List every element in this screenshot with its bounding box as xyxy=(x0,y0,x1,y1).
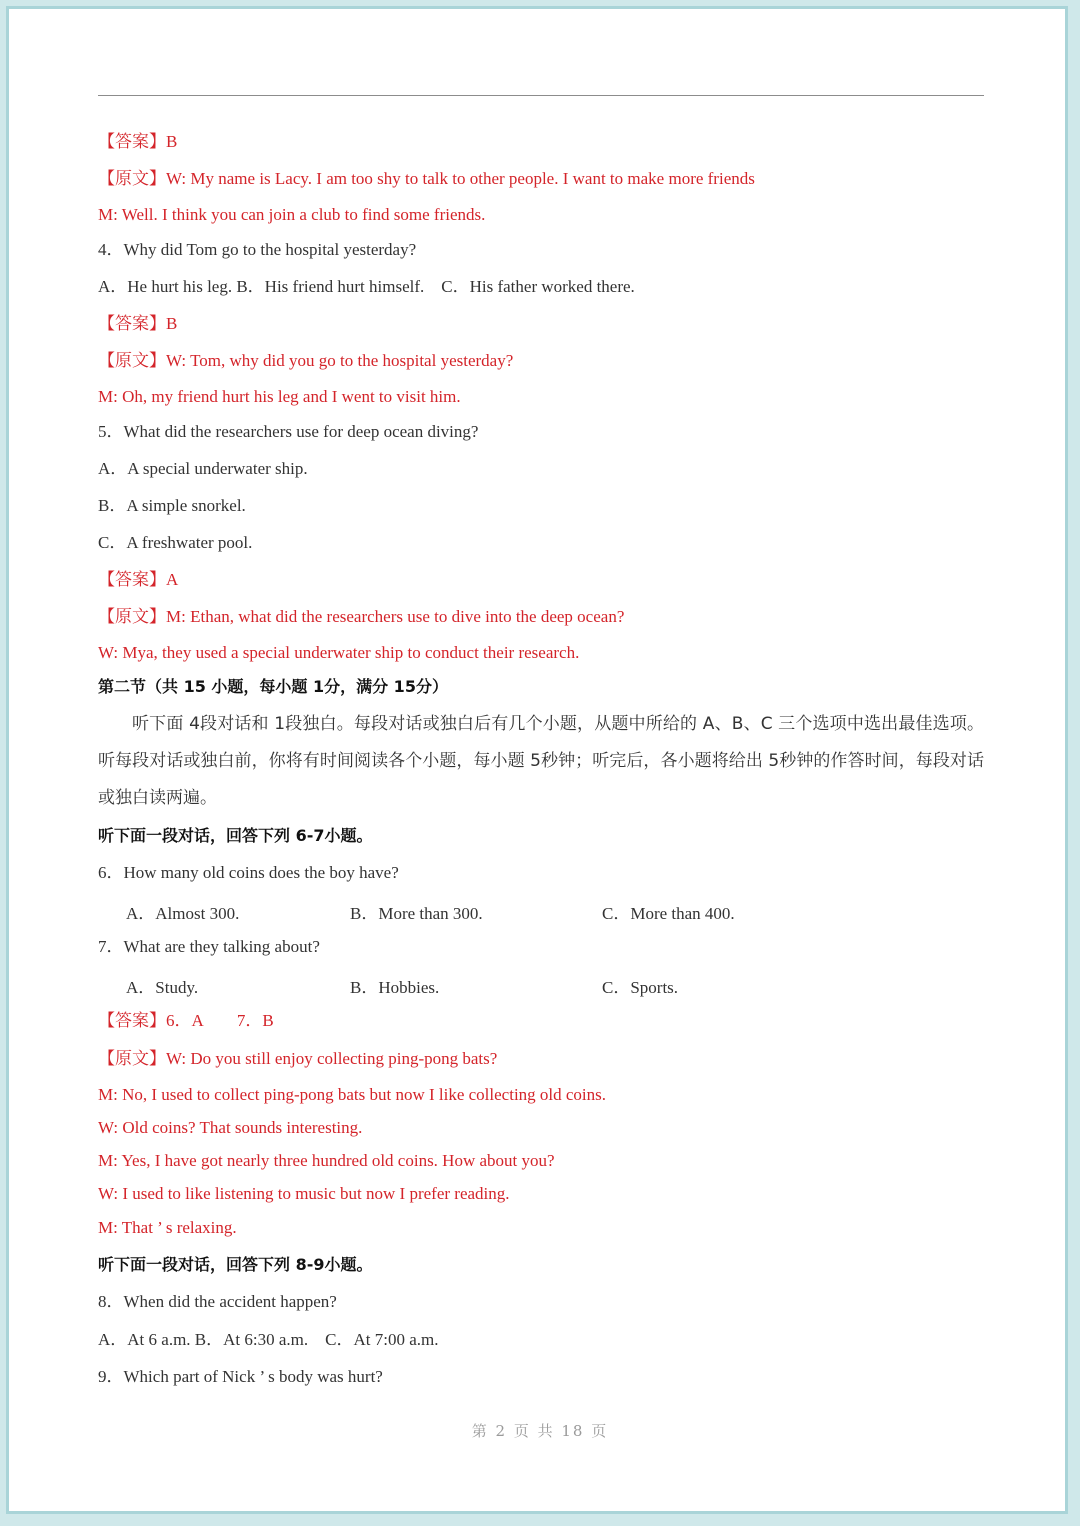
answer-3: 【答案】B xyxy=(98,132,178,151)
transcript-6-7-line-1: 【原文】W: Do you still enjoy collecting ping-pong bats? xyxy=(98,1049,498,1068)
question-7-option-a: A．Study. xyxy=(126,978,199,997)
transcript-3-w: 【原文】W: My name is Lacy. I am too shy to talk to other people. I want to make more friends xyxy=(98,169,755,188)
transcript-6-7-line-3: W: Old coins? That sounds interesting. xyxy=(98,1118,363,1137)
question-4: 4．Why did Tom go to the hospital yesterday? xyxy=(98,240,417,259)
dialog-2-heading: 听下面一段对话，回答下列 8-9小题。 xyxy=(98,1255,373,1274)
page-footer: 第 2 页 共 18 页 xyxy=(471,1422,609,1440)
question-8-options: A．At 6 a.m. B．At 6:30 a.m. C．At 7:00 a.m. xyxy=(98,1330,439,1349)
answer-4: 【答案】B xyxy=(98,314,178,333)
question-9: 9．Which part of Nick ’ s body was hurt? xyxy=(98,1367,383,1386)
transcript-5-w: W: Mya, they used a special underwater ship to conduct their research. xyxy=(98,643,580,662)
header-rule xyxy=(98,95,984,96)
transcript-6-7-line-5: W: I used to like listening to music but now I prefer reading. xyxy=(98,1184,510,1203)
transcript-6-7-line-2: M: No, I used to collect ping-pong bats but now I like collecting old coins. xyxy=(98,1085,607,1104)
transcript-4-w: 【原文】W: Tom, why did you go to the hospital yesterday? xyxy=(98,351,514,370)
question-6: 6．How many old coins does the boy have? xyxy=(98,863,399,882)
question-7: 7．What are they talking about? xyxy=(98,937,320,956)
question-5-option-c: C．A freshwater pool. xyxy=(98,533,253,552)
transcript-6-7-line-4: M: Yes, I have got nearly three hundred old coins. How about you? xyxy=(98,1151,555,1170)
section-2-title: 第二节（共 15 小题，每小题 1分，满分 15分） xyxy=(98,677,448,696)
transcript-4-m: M: Oh, my friend hurt his leg and I went to visit him. xyxy=(98,387,461,406)
question-5-option-b: B．A simple snorkel. xyxy=(98,496,246,515)
answer-5: 【答案】A xyxy=(98,570,179,589)
question-7-option-b: B．Hobbies. xyxy=(350,978,440,997)
question-7-option-c: C．Sports. xyxy=(602,978,679,997)
question-5-option-a: A．A special underwater ship. xyxy=(98,459,308,478)
transcript-5-m: 【原文】M: Ethan, what did the researchers use to dive into the deep ocean? xyxy=(98,607,625,626)
question-4-options: A．He hurt his leg. B．His friend hurt himself. C．His father worked there. xyxy=(98,277,635,296)
answer-6-7: 【答案】6．A 7．B xyxy=(98,1011,274,1030)
question-6-option-b: B．More than 300. xyxy=(350,904,483,923)
dialog-1-heading: 听下面一段对话，回答下列 6-7小题。 xyxy=(98,826,373,845)
question-6-option-c: C．More than 400. xyxy=(602,904,735,923)
question-6-option-a: A．Almost 300. xyxy=(126,904,240,923)
transcript-6-7-line-6: M: That ’ s relaxing. xyxy=(98,1218,237,1237)
transcript-3-m: M: Well. I think you can join a club to find some friends. xyxy=(98,205,486,224)
section-2-intro: 听下面 4段对话和 1段独白。每段对话或独白后有几个小题，从题中所给的 A、B、C 三个选项中选出最佳选项。听每段对话或独白前，你将有时间阅读各个小题，每小题 5秒钟；听完后，各小题将给出 5秒钟的作答时间，每段对话或独白读两遍。 xyxy=(98,714,984,808)
question-5: 5．What did the researchers use for deep ocean diving? xyxy=(98,422,479,441)
question-8: 8．When did the accident happen? xyxy=(98,1292,337,1311)
